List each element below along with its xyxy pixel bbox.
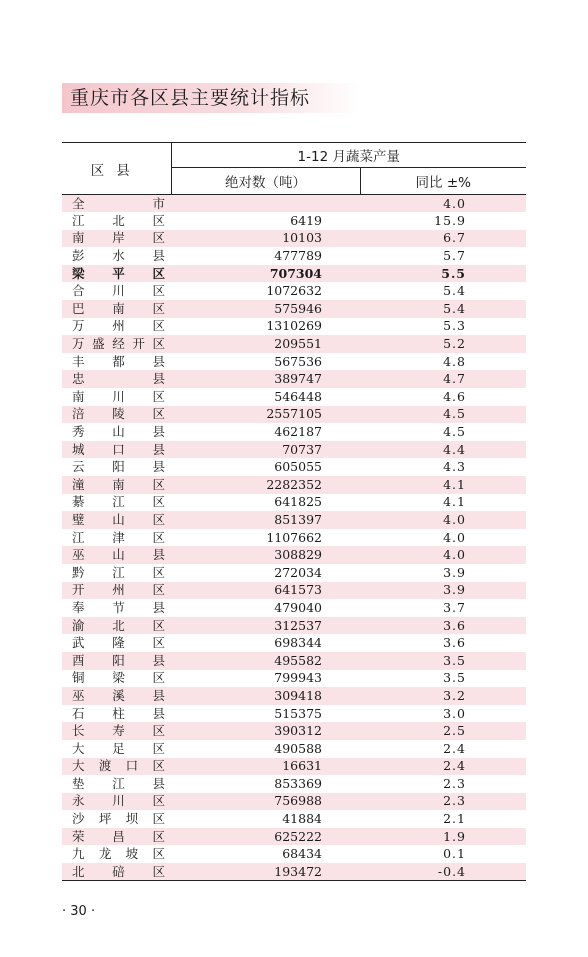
table-row [62, 670, 526, 688]
table-row [62, 546, 526, 564]
table-row [62, 634, 526, 652]
district-name: 开州区 [72, 582, 165, 598]
absolute-value: 6419 [290, 212, 322, 228]
yoy-change: 4.0 [443, 511, 466, 527]
yoy-change: 2.3 [443, 793, 466, 809]
absolute-value: 193472 [274, 863, 322, 879]
header-yoy: 同比 ±% [415, 175, 471, 191]
absolute-value: 309418 [274, 687, 322, 703]
absolute-value: 1107662 [266, 529, 322, 545]
table-row [62, 494, 526, 512]
yoy-change: 5.2 [443, 336, 466, 352]
table-row [62, 265, 526, 283]
district-name: 秀山县 [72, 424, 165, 440]
district-name: 丰都县 [72, 353, 165, 369]
table-row [62, 845, 526, 863]
table-row [62, 212, 526, 230]
vegetable-output-table [62, 142, 526, 881]
district-name: 荣昌区 [72, 828, 165, 844]
table-row [62, 511, 526, 529]
table-body [62, 195, 526, 881]
absolute-value: 756988 [274, 793, 322, 809]
absolute-value: 209551 [274, 336, 322, 352]
table-row [62, 599, 526, 617]
absolute-value: 605055 [274, 459, 322, 475]
yoy-change: 4.5 [443, 424, 466, 440]
district-name: 武隆区 [72, 635, 165, 651]
yoy-change: 2.1 [443, 811, 466, 827]
header-vegetable-output: 1-12 月蔬菜产量 [171, 143, 526, 168]
district-name: 彭水县 [72, 248, 165, 264]
header-region: 区县 [62, 143, 171, 195]
district-name: 涪陵区 [72, 406, 165, 422]
table-row [62, 282, 526, 300]
yoy-change: 2.5 [443, 723, 466, 739]
table-row [62, 388, 526, 406]
table-row [62, 353, 526, 371]
absolute-value: 308829 [274, 547, 322, 563]
district-name: 石柱县 [72, 705, 165, 721]
table-row [62, 318, 526, 336]
table-row [62, 740, 526, 758]
table-row [62, 810, 526, 828]
absolute-value: 707304 [269, 265, 322, 281]
absolute-value: 462187 [274, 424, 322, 440]
yoy-change: 4.5 [443, 406, 466, 422]
absolute-value: 2282352 [266, 476, 322, 492]
absolute-value: 546448 [274, 388, 322, 404]
absolute-value [171, 195, 360, 213]
yoy-change: 5.5 [441, 265, 466, 281]
district-name: 梁平区 [72, 265, 165, 281]
yoy-change: 4.6 [443, 388, 466, 404]
table-row [62, 529, 526, 547]
district-name: 酉阳县 [72, 652, 165, 668]
absolute-value: 851397 [274, 511, 322, 527]
district-name: 忠县 [72, 371, 165, 387]
district-name: 潼南区 [72, 476, 165, 492]
yoy-change: 4.0 [443, 195, 466, 211]
header-absolute: 绝对数（吨） [171, 168, 360, 195]
absolute-value: 567536 [274, 353, 322, 369]
district-name: 渝北区 [72, 617, 165, 633]
absolute-value: 68434 [282, 846, 322, 862]
absolute-value: 490588 [274, 740, 322, 756]
absolute-value: 312537 [274, 617, 322, 633]
absolute-value: 575946 [274, 300, 322, 316]
yoy-change: 3.6 [443, 617, 466, 633]
table-row [62, 652, 526, 670]
table-row [62, 793, 526, 811]
yoy-change: 3.6 [443, 635, 466, 651]
yoy-change: 4.4 [443, 441, 466, 457]
absolute-value: 16631 [282, 758, 322, 774]
yoy-change: 4.0 [443, 529, 466, 545]
district-name: 黔江区 [72, 564, 165, 580]
yoy-change: 3.5 [443, 652, 466, 668]
absolute-value: 515375 [274, 705, 322, 721]
district-name: 巫山县 [72, 547, 165, 563]
district-name: 南川区 [72, 388, 165, 404]
district-name: 永川区 [72, 793, 165, 809]
yoy-change: 0.1 [443, 846, 466, 862]
table-row [62, 230, 526, 248]
district-name: 巫溪县 [72, 687, 165, 703]
district-name: 江北区 [72, 212, 165, 228]
table-row [62, 458, 526, 476]
yoy-change: 2.4 [443, 758, 466, 774]
district-name: 垫江县 [72, 775, 165, 791]
district-name: 万盛经开区 [72, 336, 165, 352]
yoy-change: 5.7 [443, 248, 466, 264]
district-name: 大渡口区 [72, 758, 165, 774]
yoy-change: -0.4 [437, 863, 466, 879]
table-row [62, 722, 526, 740]
table-row [62, 564, 526, 582]
district-name: 全市 [72, 195, 165, 211]
district-name: 大足区 [72, 740, 165, 756]
yoy-change: 6.7 [443, 230, 466, 246]
absolute-value: 41884 [282, 811, 322, 827]
yoy-change: 3.0 [443, 705, 466, 721]
absolute-value: 853369 [274, 775, 322, 791]
district-name: 巴南区 [72, 300, 165, 316]
absolute-value: 390312 [274, 723, 322, 739]
district-name: 沙坪坝区 [72, 811, 165, 827]
absolute-value: 625222 [274, 828, 322, 844]
table-row [62, 775, 526, 793]
page-title: 重庆市各区县主要统计指标 [70, 87, 311, 109]
table-row [62, 687, 526, 705]
yoy-change: 2.4 [443, 740, 466, 756]
district-name: 长寿区 [72, 723, 165, 739]
absolute-value: 495582 [274, 652, 322, 668]
district-name: 綦江区 [72, 494, 165, 510]
absolute-value: 479040 [274, 599, 322, 615]
district-name: 合川区 [72, 283, 165, 299]
yoy-change: 1.9 [443, 828, 466, 844]
absolute-value: 698344 [274, 635, 322, 651]
table-row [62, 758, 526, 776]
yoy-change: 5.3 [443, 318, 466, 334]
table-row [62, 370, 526, 388]
district-name: 九龙坡区 [72, 846, 165, 862]
absolute-value: 70737 [282, 441, 322, 457]
table-row [62, 423, 526, 441]
district-name: 南岸区 [72, 230, 165, 246]
yoy-change: 2.3 [443, 775, 466, 791]
yoy-change: 4.8 [443, 353, 466, 369]
absolute-value: 477789 [274, 248, 322, 264]
table-row [62, 335, 526, 353]
absolute-value: 272034 [274, 564, 322, 580]
yoy-change: 4.3 [443, 459, 466, 475]
yoy-change: 4.0 [443, 547, 466, 563]
district-name: 江津区 [72, 529, 165, 545]
yoy-change: 4.1 [443, 494, 466, 510]
district-name: 云阳县 [72, 459, 165, 475]
table-row [62, 582, 526, 600]
absolute-value: 799943 [274, 670, 322, 686]
table-header-row [62, 143, 526, 168]
table-row [62, 195, 526, 213]
yoy-change: 3.9 [443, 564, 466, 580]
absolute-value: 2557105 [266, 406, 322, 422]
district-name: 北碚区 [72, 863, 165, 879]
table-row [62, 705, 526, 723]
district-name: 奉节县 [72, 599, 165, 615]
absolute-value: 10103 [282, 230, 322, 246]
yoy-change: 5.4 [443, 300, 466, 316]
yoy-change: 4.1 [443, 476, 466, 492]
table-row [62, 406, 526, 424]
table-row [62, 863, 526, 881]
yoy-change: 5.4 [443, 283, 466, 299]
yoy-change: 3.5 [443, 670, 466, 686]
district-name: 璧山区 [72, 511, 165, 527]
table-row [62, 247, 526, 265]
district-name: 万州区 [72, 318, 165, 334]
table-row [62, 441, 526, 459]
yoy-change: 3.2 [443, 687, 466, 703]
district-name: 城口县 [72, 441, 165, 457]
absolute-value: 389747 [274, 371, 322, 387]
table-row [62, 617, 526, 635]
absolute-value: 641573 [274, 582, 322, 598]
table-row [62, 300, 526, 318]
page-number: · 30 · [62, 904, 96, 919]
district-name: 铜梁区 [72, 670, 165, 686]
absolute-value: 1072632 [266, 283, 322, 299]
yoy-change: 4.7 [443, 371, 466, 387]
table-row [62, 828, 526, 846]
yoy-change: 3.7 [443, 599, 466, 615]
absolute-value: 1310269 [266, 318, 322, 334]
yoy-change: 15.9 [434, 212, 466, 228]
table-row [62, 476, 526, 494]
yoy-change: 3.9 [443, 582, 466, 598]
absolute-value: 641825 [274, 494, 322, 510]
